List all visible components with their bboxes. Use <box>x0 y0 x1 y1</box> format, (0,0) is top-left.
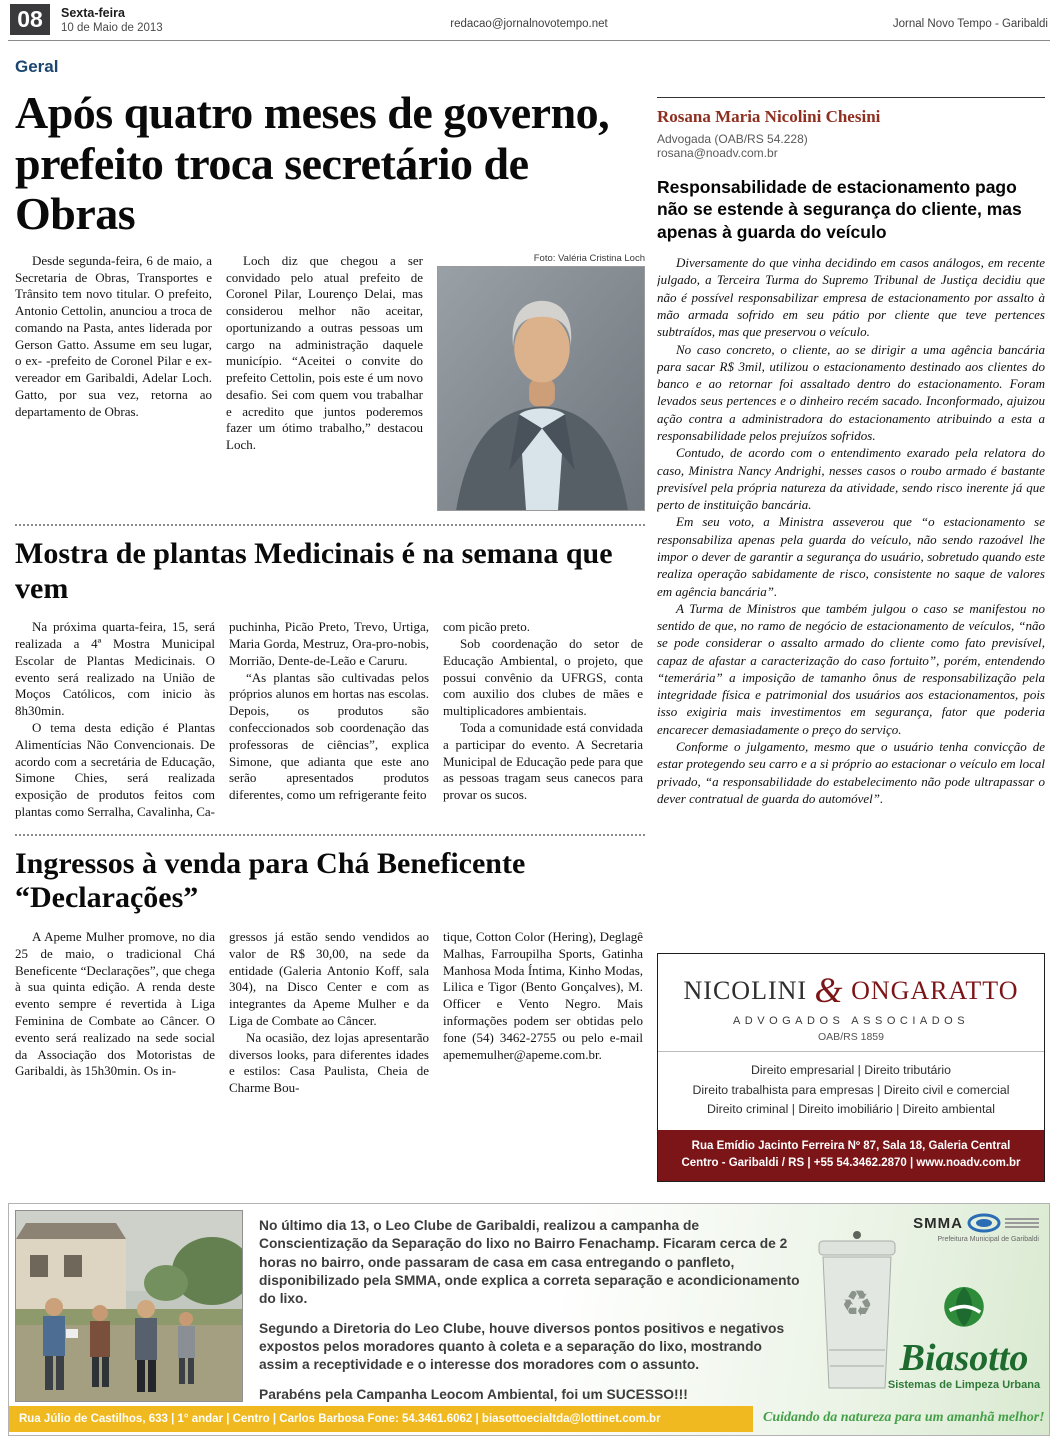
campaign-photo <box>15 1210 243 1402</box>
paragraph: No caso concreto, o cliente, ao se dirigir a uma agência bancária para sacar R$ 3mil, utilizou o estacionamento destinado aos clientes do banco e ao retornar foi assaltado dentro do estacionamento. Foram levados seus pertences e o dinheiro recém sacado. Inconformado, ajuizou ação contra a administradora do estacionamento atribuindo a esta a responsabilidade pelos prejuízos sofridos. <box>657 341 1045 443</box>
article-plants-col1 <box>15 619 215 820</box>
page-number: 08 <box>10 4 50 35</box>
dotted-divider <box>15 834 645 836</box>
paragraph: A Turma de Ministros que também julgou o caso se manifestou no sentido de que, no ramo de negócio de estacionamento de veículos, “não se pode considerar o assalto armado do cliente como fato previsível, capaz de afastar a caracterização do caso fortuito”, porém, entendendo “temerária” a imposição de tamanho ônus de responsabilização pela integridade física e patrimonial dos usuários aos estacionamentos, pois isso exigiria mais investimentos em segurança, fator que poderia encarecer demasiadamente o preço do serviço. <box>657 600 1045 737</box>
paragraph: Parabéns pela Campanha Leocom Ambiental, foi um SUCESSO!!! <box>259 1386 688 1402</box>
paragraph: Desde segunda-feira, 6 de maio, a Secretaria de Obras, Transportes e Trânsito tem novo titular. O prefeito, Antonio Cettolin, anunciou a troca de comando na Pasta, antes liderada por Gerson Gatto. Assume em seu lugar, o ex- -prefeito de Coronel Pilar e ex-vereador em Garibaldi, Adelar Loch. Gatto, por sua vez, retorna ao departamento de Obras. <box>15 252 212 419</box>
paragraph: Contudo, de acordo com o entendimento exarado pela relatora do caso, Ministra Nancy Andrighi, nesses casos o roubo armado é bastante previsível pela própria natureza da atividade, sendo risco inerente já que perto de instituição bancária. <box>657 445 1045 513</box>
article-mayor-headline: Após quatro meses de governo, prefeito troca secretário de Obras <box>15 88 610 240</box>
street-scene-illustration <box>16 1211 243 1402</box>
article-tea-col2 <box>229 929 429 1097</box>
biasotto-wordmark: Biasotto <box>899 1337 1029 1379</box>
paragraph: gressos já estão sendo vendidos ao valor de R$ 30,00, na sede da entidade (Galeria Antonio Koff, sala 304), na Disco Center e com as integrantes da Apeme Mulher e da Liga de Combate ao Câncer. <box>229 929 429 1028</box>
smma-logo <box>879 1212 1039 1243</box>
issue-date: 10 de Maio de 2013 <box>61 22 163 34</box>
smma-logo-row <box>879 1212 1039 1234</box>
article-photo-block <box>437 253 645 511</box>
masthead-label: Jornal Novo Tempo - Garibaldi <box>892 18 1048 30</box>
article-tea-headline: Ingressos à venda para Chá Beneficente “Declarações” <box>15 846 526 915</box>
law-firm-address-line1: Rua Emídio Jacinto Ferreira Nº 87, Sala 18, Galeria Central <box>691 1140 1011 1153</box>
article-mayor-col2 <box>226 253 423 511</box>
columnist-email: rosana@noadv.com.br <box>657 146 778 160</box>
campaign-text <box>259 1217 804 1415</box>
ampersand-glyph: & <box>814 970 844 1010</box>
law-firm-practices <box>658 1052 1044 1130</box>
paragraph: Direito trabalhista para empresas | Direito civil e comercial <box>692 1082 1010 1097</box>
paragraph: Diversamente do que vinha decidindo em casos análogos, em recente julgado, a Terceira Turma do Supremo Tribunal de Justiça decidiu que não é possível responsabilizar empresa de estacionamento por assalto à mão armada sofrido em seu pátio por cliente que teve pertences subtraídos, mas que preservou o veículo. <box>657 255 1045 340</box>
law-firm-address-bar <box>658 1130 1044 1181</box>
legal-column-text <box>657 254 1045 807</box>
biasotto-logo-block <box>885 1278 1043 1391</box>
paragraph: Loch diz que chegou a ser convidado pelo atual prefeito de Coronel Pilar, Lourenço Delai, mas considerou melhor não aceitar, oportunizando a outras pessoas um cargo na administração daquele município. “Aceitei o convite do prefeito Cettolin, pois este é um novo desafio. Sei com quem vou trabalhar e acredito que juntos poderemos fazer um ótimo trabalho,” destacou Loch. <box>226 252 423 453</box>
paragraph: Na ocasião, dez lojas apresentarão diversos looks, para diferentes idades e estilos: Casa Paulista, Cheia de Charme Bou- <box>229 1029 429 1096</box>
man-portrait-illustration <box>438 267 645 511</box>
biasotto-logo-icon <box>937 1278 991 1332</box>
article-plants-col2 <box>229 619 429 820</box>
svg-text:♻: ♻ <box>840 1284 874 1325</box>
paragraph: Direito empresarial | Direito tributário <box>750 1063 951 1077</box>
biasotto-tagline: Cuidando da natureza para um amanhã melhor! <box>763 1410 1045 1425</box>
article-tea-body <box>15 929 645 1097</box>
redaction-email: redacao@jornalnovotempo.net <box>450 18 608 30</box>
paragraph: tique, Cotton Color (Hering), Deglagê Malhas, Farroupilha Sports, Gatinha Manhosa Moda Íntima, Kinho Modas, Lilica e Tigor (Bento Gonçalves), M. Officer e Vento Negro. Mais informações podem ser obtidas pelo fone (54) 3462-2755 ou pelo e-mail apememulher@apeme.com.br. <box>443 929 643 1062</box>
law-firm-ad <box>657 953 1045 1182</box>
paragraph: Direito criminal | Direito imobiliário | Direito ambiental <box>707 1102 995 1117</box>
paragraph: puchinha, Picão Preto, Trevo, Urtiga, Maria Gorda, Mestruz, Ora-pro-nobis, Morrião, Dente-de-Leão e Caruru. <box>229 619 429 668</box>
paragraph: Na próxima quarta-feira, 15, será realizada a 4ª Mostra Municipal Escolar de Plantas Medicinais. O evento será realizado na União de Moços Católicos, com inicio às 8h30min. <box>15 619 215 719</box>
bottom-banner-ad <box>8 1203 1050 1436</box>
article-plants-headline: Mostra de plantas Medicinais é na semana que vem <box>15 536 613 605</box>
paragraph: A Apeme Mulher promove, no dia 25 de maio, o tradicional Chá Beneficente “Declarações”, que chega à sua quinta edição. A renda deste evento sempre é revertida à Liga Feminina de Combate ao Câncer. O evento será realizado na sede social da Associação dos Motoristas de Garibaldi, às 15h30min. Os in- <box>15 929 215 1079</box>
legal-column-headline: Responsabilidade de estacionamento pago não se estende à segurança do cliente, mas apenas à guarda do veículo <box>657 177 1022 242</box>
dotted-divider <box>15 524 645 526</box>
law-firm-subtitle: ADVOGADOS ASSOCIADOS <box>732 1015 970 1027</box>
article-plants-col3 <box>443 619 643 820</box>
article-plants-body <box>15 619 645 820</box>
section-label: Geral <box>15 57 59 76</box>
photo-credit: Foto: Valéria Cristina Loch <box>533 252 645 264</box>
paragraph: O tema desta edição é Plantas Alimentícias Não Convencionais. De acordo com a secretária de Educação, Simone Chies, será realizada exposição de produtos feitos com plantas como Serralha, Cavalinha, Ca- <box>15 719 215 819</box>
main-editorial-column <box>15 88 645 1097</box>
columnist-name: Rosana Maria Nicolini Chesini <box>657 107 881 126</box>
paragraph: Conforme o julgamento, mesmo que o usuário tenha convicção de estar protegendo seu carro e a si próprio ao estacionar o veículo em local privado, “a responsabilidade do estabelecimento não pode ultrapassar o dever contratual de guarda do automóvel”. <box>657 739 1045 806</box>
article-tea-col1 <box>15 929 215 1097</box>
weekday-label: Sexta-feira <box>61 6 125 20</box>
law-firm-header <box>658 954 1044 1052</box>
paragraph: Segundo a Diretoria do Leo Clube, houve diversos pontos positivos e negativos expostos pelos moradores quanto à coleta e a separação do lixo, mostrando assim a receptividade e o interesse dos moradores com o assunto. <box>259 1320 785 1373</box>
law-firm-address-line2: Centro - Garibaldi / RS | +55 54.3462.2870 | www.noadv.com.br <box>681 1157 1021 1170</box>
columnist-credentials: Advogada (OAB/RS 54.228) <box>657 132 808 146</box>
paragraph: Sob coordenação do setor de Educação Ambiental, o projeto, que possui convênio da UFRGS, conta com auxilio dos clubes de mães e multiplicadores ambientais. <box>443 636 643 719</box>
biasotto-contact-bar: Rua Júlio de Castilhos, 633 | 1° andar | Centro | Carlos Barbosa Fone: 54.3461.6062 | biasottoecialtda@lottinet.com.br <box>9 1406 753 1432</box>
law-firm-name-left: NICOLINI <box>683 976 808 1005</box>
article-mayor-col1 <box>15 253 212 511</box>
smma-subtitle: Prefeitura Municipal de Garibaldi <box>937 1236 1039 1243</box>
columnist-contact-block <box>657 97 1045 160</box>
law-firm-oab: OAB/RS 1859 <box>818 1031 884 1043</box>
law-firm-name-right: ONGARATTO <box>851 976 1019 1005</box>
smma-swirl-icon <box>967 1212 1001 1234</box>
paragraph: Toda a comunidade está convidada a participar do evento. A Secretaria Municipal de Educação pede para que as pessoas tragam seus canecos para provar os sucos. <box>443 719 643 803</box>
article-mayor-body <box>15 253 645 511</box>
smma-fineprint-bars <box>1005 1218 1039 1228</box>
photo-of-secretary <box>437 266 645 511</box>
paragraph: com picão preto. <box>443 619 530 635</box>
law-firm-name <box>664 966 1038 1008</box>
page-header <box>8 4 1050 41</box>
biasotto-subtitle: Sistemas de Limpeza Urbana <box>887 1379 1041 1391</box>
article-tea-col3 <box>443 929 643 1097</box>
paragraph: Em seu voto, a Ministra asseverou que “o estacionamento se responsabiliza apenas pela guarda do veículo, não sendo razoável lhe impor o dever de garantir a segurança do usuário, sobretudo quando este realiza operação sabidamente de risco, consistente no saque de valores em agência bancária”. <box>657 514 1045 599</box>
paragraph: “As plantas são cultivadas pelos próprios alunos em hortas nas escolas. Depois, os produtos são confeccionados sob coordenação das professoras de ciências”, explica Simone, que adianta que este ano serão apresentados produtos diferentes, como um refrigerante feito <box>229 669 429 803</box>
smma-label: SMMA <box>913 1214 963 1232</box>
paragraph: No último dia 13, o Leo Clube de Garibaldi, realizou a campanha de Conscientização da Separação do lixo no Bairro Fenachamp. Ficaram cerca de 2 horas no bairro, onde passaram de casa em casa entregando o panfleto, disponibilizado pela SMMA, onde explica a correta separação e acondicionamento do lixo. <box>259 1218 800 1307</box>
legal-opinion-column <box>657 97 1045 807</box>
